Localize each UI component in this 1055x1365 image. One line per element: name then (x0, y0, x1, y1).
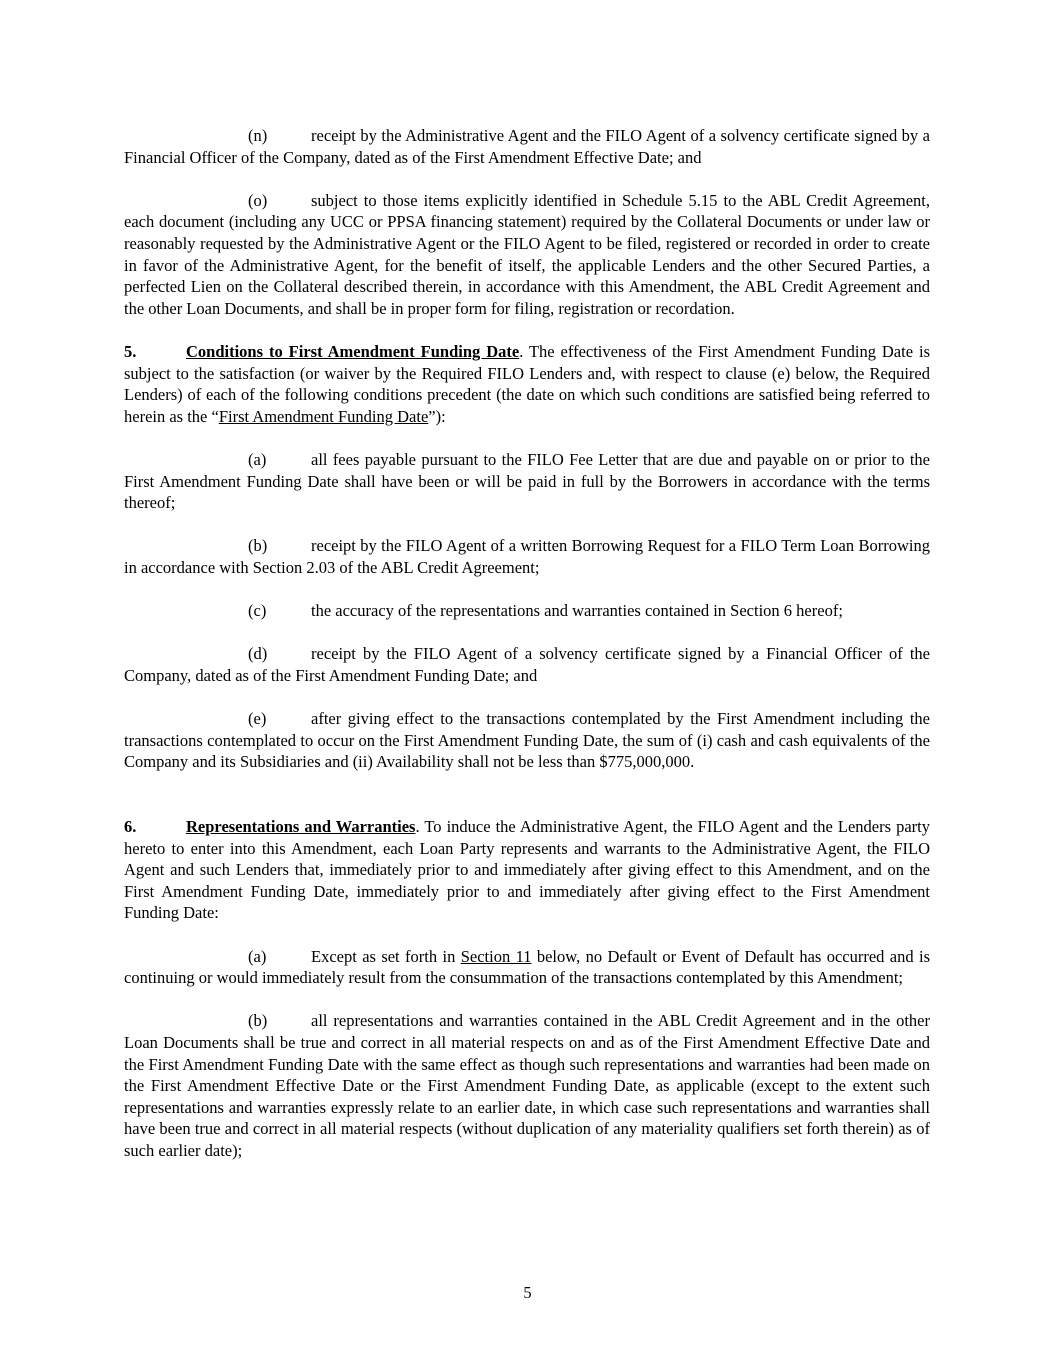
section-6-clause-a-text-before: Except as set forth in (311, 946, 461, 966)
section-5-clause-c (124, 600, 930, 622)
section-6-clause-a-label: (a) (248, 946, 267, 966)
section-5-clause-e-label: (e) (248, 709, 267, 729)
section-6-heading-paragraph (124, 816, 930, 924)
section-5-clause-c-text: the accuracy of the representations and warranties contained in Section 6 hereof; (311, 601, 843, 621)
section-5-clause-b (124, 535, 930, 578)
clause-n (124, 125, 930, 168)
clause-n-label: (n) (248, 126, 268, 145)
section-6-clause-b (124, 1010, 930, 1161)
document-page (124, 125, 930, 1162)
section-6-intro: . To induce the Administrative Agent, the FILO Agent and the Lenders party hereto to enter into this Amendment, each Loan Party represents and warrants to the Administrative Agent, the FILO Agent and such Lenders that, immediately prior to and immediately after giving effect to this Amendment, and on the First Amendment Funding Date, immediately prior to and immediately after giving effect to the First Amendment Funding Date: (124, 817, 930, 923)
section-5-intro: . The effectiveness of the First Amendment Funding Date is subject to the satisfaction (or waiver by the Required FILO Lenders and, with respect to clause (e) below, the Required Lenders) of each of the following conditions precedent (the date on which such conditions are satisfied being referred to herein as the “ (124, 341, 930, 426)
section-5-title: Conditions to First Amendment Funding Date (186, 341, 520, 361)
section-5-clause-d-text: receipt by the FILO Agent of a solvency certificate signed by a Financial Officer of the Company, dated as of the First Amendment Funding Date; and (124, 644, 930, 685)
section-5-clause-d (124, 643, 930, 686)
section-5-clause-a-text: all fees payable pursuant to the FILO Fee Letter that are due and payable on or prior to the First Amendment Funding Date shall have been or will be paid in full by the Borrowers in accordance with the terms thereof; (124, 449, 930, 513)
page-number: 5 (523, 1283, 532, 1302)
section-5-clause-a (124, 449, 930, 514)
section-5-clause-b-text: receipt by the FILO Agent of a written Borrowing Request for a FILO Term Loan Borrowing in accordance with Section 2.03 of the ABL Credit Agreement; (124, 536, 930, 577)
section-6-clause-b-text: all representations and warranties contained in the ABL Credit Agreement and in the other Loan Documents shall be true and correct in all material respects on and as of the First Amendment Effective Date and the First Amendment Funding Date with the same effect as though such representations and warranties had been made on the First Amendment Effective Date or the First Amendment Funding Date, as applicable (except to the extent such representations and warranties expressly relate to an earlier date, in which case such representations and warranties shall have been true and correct in all material respects (without duplication of any materiality qualifiers set forth therein) as of such earlier date); (124, 1011, 930, 1160)
section-6-number: 6. (124, 817, 137, 836)
clause-o (124, 190, 930, 320)
section-5-clause-e (124, 708, 930, 773)
section-5-clause-b-label: (b) (248, 536, 268, 556)
section-5-defined-term: First Amendment Funding Date (218, 406, 429, 426)
section-5-intro-end: ”): (428, 406, 446, 426)
clause-o-label: (o) (248, 190, 268, 210)
section-6-title: Representations and Warranties (186, 817, 416, 836)
section-6-clause-a (124, 946, 930, 989)
clause-o-text: subject to those items explicitly identified in Schedule 5.15 to the ABL Credit Agreement, each document (including any UCC or PPSA financing statement) required by the Collateral Documents or under law or reasonably requested by the Administrative Agent or the FILO Agent to be filed, registered or recorded in order to create in favor of the Administrative Agent, for the benefit of itself, the applicable Lenders and the other Secured Parties, a perfected Lien on the Collateral described therein, in accordance with this Amendment, the ABL Credit Agreement and the other Loan Documents, and shall be in proper form for filing, registration or recordation. (124, 190, 930, 318)
clause-n-text: receipt by the Administrative Agent and the FILO Agent of a solvency certificate signed by a Financial Officer of the Company, dated as of the First Amendment Effective Date; and (124, 126, 930, 167)
section-5-clause-c-label: (c) (248, 601, 267, 621)
section-5-number: 5. (124, 341, 137, 361)
section-6-clause-a-text-after: below, no Default or Event of Default has occurred and is continuing or would immediately result from the consummation of the transactions contemplated by this Amendment; (124, 946, 930, 988)
section-11-reference: Section 11 (460, 946, 532, 966)
section-6-clause-b-label: (b) (248, 1011, 268, 1031)
section-5-heading-paragraph (124, 341, 930, 427)
section-5-clause-e-text: after giving effect to the transactions contemplated by the First Amendment including the transactions contemplated to occur on the First Amendment Funding Date, the sum of (i) cash and cash equivalents of the Company and its Subsidiaries and (ii) Availability shall not be less than $775,000,000. (124, 709, 930, 772)
section-5-clause-a-label: (a) (248, 449, 267, 469)
section-5-clause-d-label: (d) (248, 644, 268, 664)
